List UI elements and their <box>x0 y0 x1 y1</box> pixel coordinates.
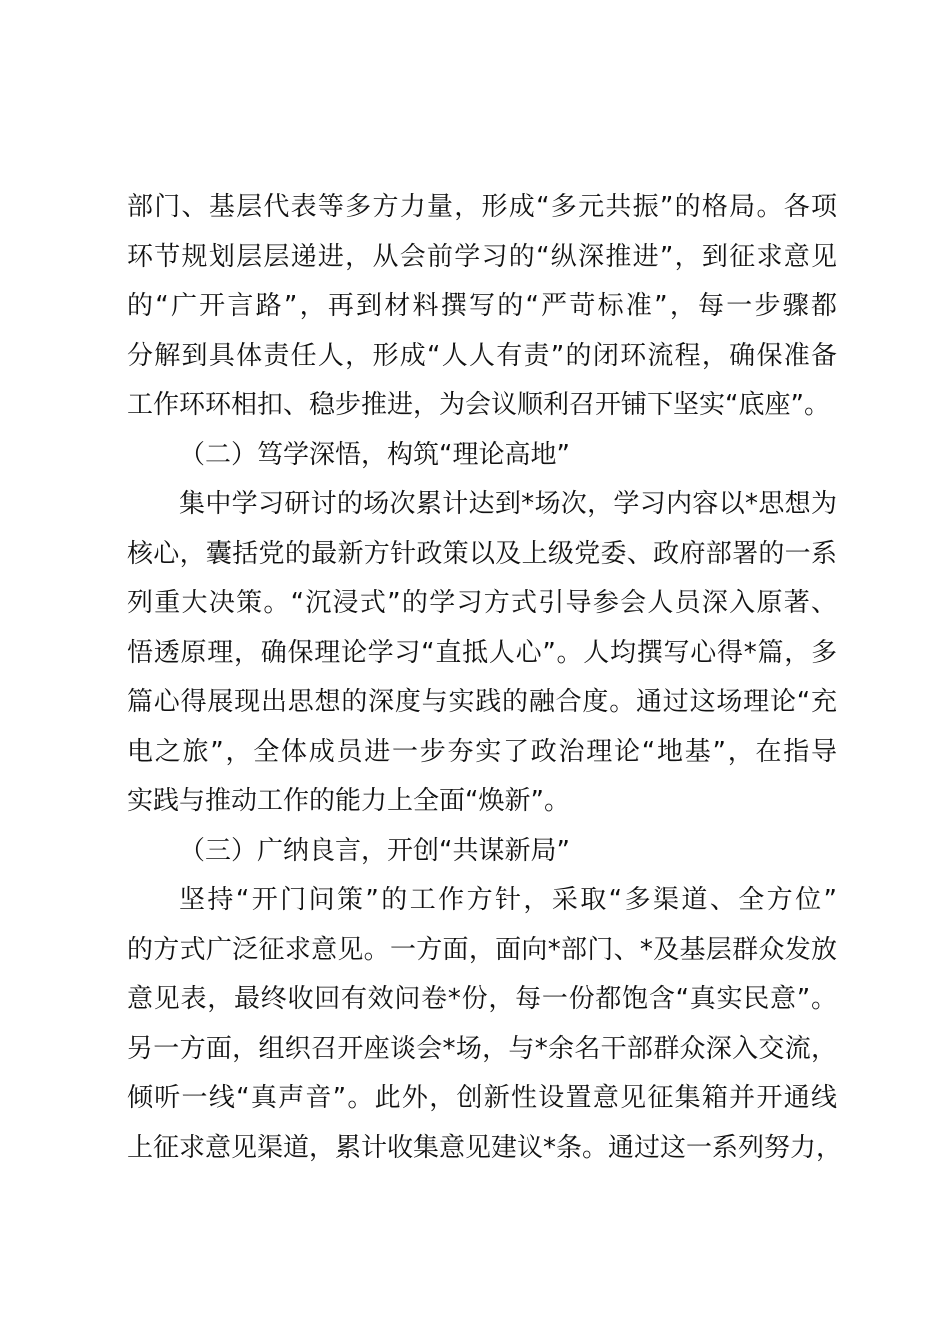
section-heading-3: （三）广纳良言，开创“共谋新局” <box>179 835 570 866</box>
paragraph-first-line: 坚持“开门问策”的工作方针，采取“多渠道、全方位” <box>179 885 837 915</box>
paragraph-line: 悟透原理，确保理论学习“直抵人心”。人均撰写心得*篇，多 <box>127 637 837 668</box>
paragraph-line: 列重大决策。“沉浸式”的学习方式引导参会人员深入原著、 <box>127 588 837 618</box>
paragraph-line: 工作环环相扣、稳步推进，为会议顺利召开铺下坚实“底座”。 <box>127 390 830 420</box>
paragraph-line: 环节规划层层递进，从会前学习的“纵深推进”，到征求意见 <box>127 241 837 272</box>
paragraph-line: 篇心得展现出思想的深度与实践的融合度。通过这场理论“充 <box>127 687 837 717</box>
paragraph-line: 的方式广泛征求意见。一方面，面向*部门、*及基层群众发放 <box>127 934 837 965</box>
document-body <box>127 183 843 1173</box>
paragraph-line: 意见表，最终收回有效问卷*份，每一份都饱含“真实民意”。 <box>127 984 837 1014</box>
paragraph-line: 倾听一线“真声音”。此外，创新性设置意见征集箱并开通线 <box>127 1083 837 1113</box>
paragraph-line: 分解到具体责任人，形成“人人有责”的闭环流程，确保准备 <box>127 340 837 371</box>
paragraph-line: 的“广开言路”，再到材料撰写的“严苛标准”，每一步骤都 <box>127 291 837 321</box>
paragraph-line: 另一方面，组织召开座谈会*场，与*余名干部群众深入交流， <box>127 1033 837 1064</box>
paragraph-first-line: 集中学习研讨的场次累计达到*场次，学习内容以*思想为 <box>179 489 837 519</box>
paragraph-line: 部门、基层代表等多方力量，形成“多元共振”的格局。各项 <box>127 192 837 222</box>
paragraph-line: 实践与推动工作的能力上全面“焕新”。 <box>127 786 570 816</box>
paragraph-line: 电之旅”，全体成员进一步夯实了政治理论“地基”，在指导 <box>127 736 837 767</box>
section-heading-2: （二）笃学深悟，构筑“理论高地” <box>179 439 570 470</box>
paragraph-line: 核心，囊括党的最新方针政策以及上级党委、政府部署的一系 <box>127 538 837 569</box>
paragraph-line: 上征求意见渠道，累计收集意见建议*条。通过这一系列努力， <box>127 1132 843 1163</box>
